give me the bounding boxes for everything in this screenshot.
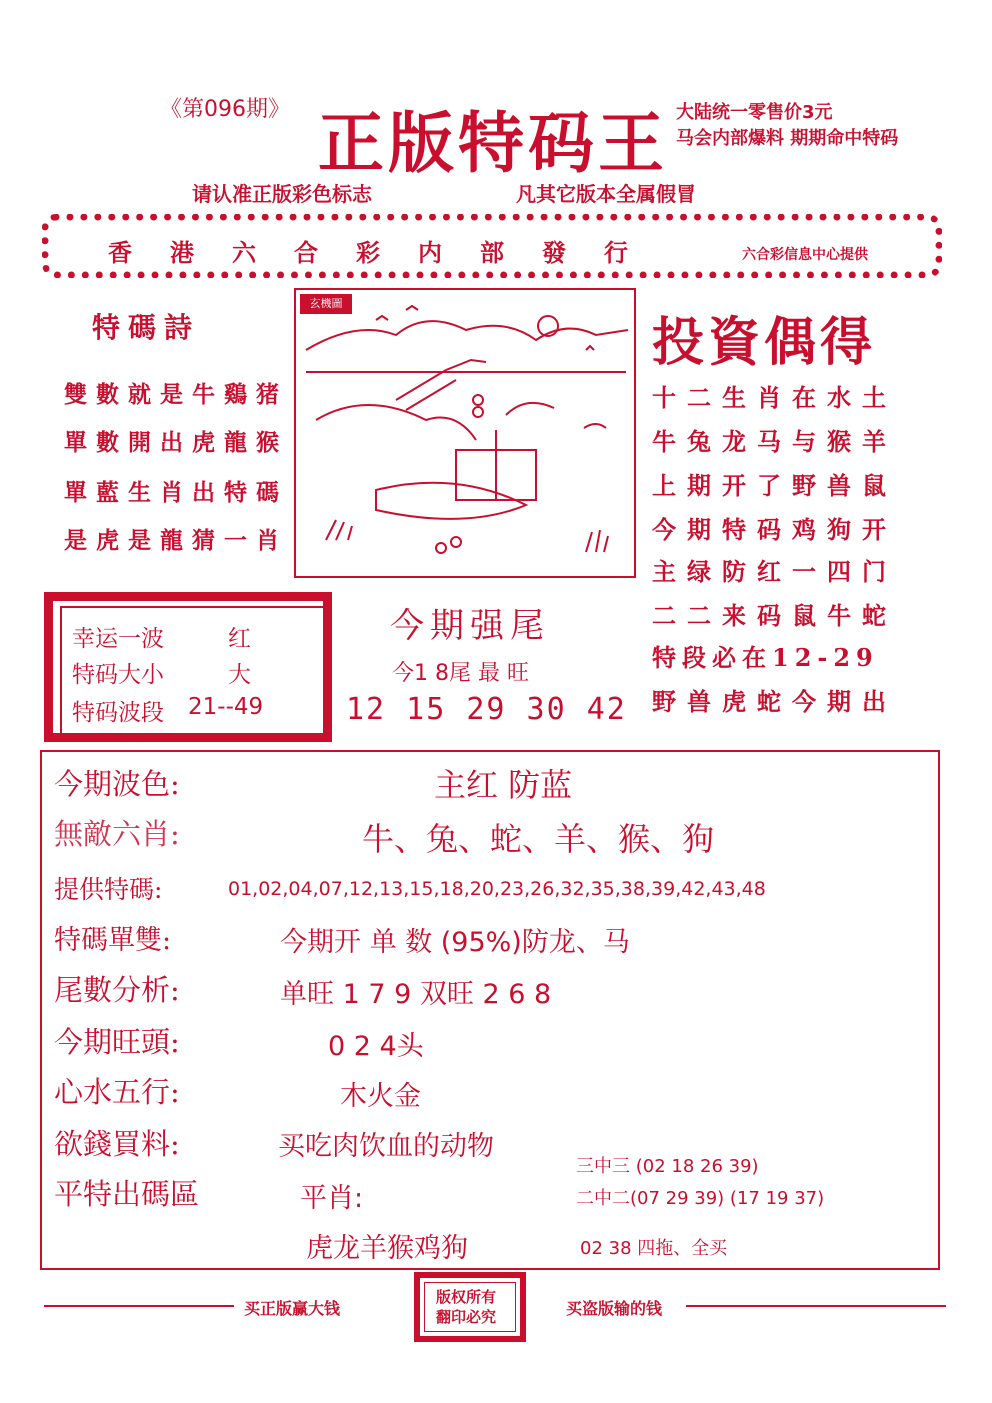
numbers-label: 提供特碼: — [54, 875, 163, 904]
publisher-text: 香港六合彩内部發行 — [108, 238, 666, 267]
odd-even-value: 今期开 单 数 (95%)防龙、马 — [280, 927, 630, 958]
issue-number: 《第096期》 — [160, 97, 290, 122]
head-label: 今期旺頭: — [54, 1025, 180, 1059]
tail-analysis-label: 尾數分析: — [54, 973, 180, 1007]
landscape-drawing — [296, 290, 634, 576]
flat-zone-label: 平特出碼區 — [54, 1177, 200, 1211]
combo-two: 二中二(07 29 39) (17 19 37) — [576, 1188, 825, 1209]
counterfeit-note: 凡其它版本全属假冒 — [516, 182, 696, 206]
size-label: 特码大小 — [72, 662, 164, 688]
info-center-text: 六合彩信息中心提供 — [742, 247, 868, 263]
invest-title: 投資偶得 — [652, 312, 877, 373]
verse-line: 特段必在12-29 — [652, 643, 879, 672]
footer-slogan-left: 买正版赢大钱 — [244, 1299, 341, 1318]
illustration — [294, 288, 636, 578]
page-title: 正版特码王 — [318, 104, 668, 182]
poem-line: 單數開出虎龍猴 — [64, 429, 288, 456]
wave-value: 主红 防蓝 — [434, 766, 573, 804]
price-note: 大陆统一零售价3元 — [676, 102, 833, 123]
verse-line: 牛兔龙马与猴羊 — [652, 427, 897, 456]
head-value: 0 2 4头 — [328, 1031, 424, 1062]
strong-tail-sub: 今1 8尾 最 旺 — [392, 661, 529, 686]
no-reprint-text: 翻印必究 — [436, 1308, 497, 1326]
buy-hint-value: 买吃肉饮血的动物 — [278, 1131, 494, 1162]
verse-line: 野兽虎蛇今期出 — [652, 687, 897, 716]
combo-drag: 02 38 四拖、全买 — [580, 1238, 728, 1259]
tagline: 马会内部爆料 期期命中特码 — [676, 128, 899, 149]
illustration-seal: 玄機圖 — [300, 294, 352, 314]
verse-line: 上期开了野兽鼠 — [652, 471, 897, 500]
six-zodiac-label: 無敵六肖: — [54, 817, 180, 851]
verse-line: 十二生肖在水土 — [652, 383, 897, 412]
buy-hint-label: 欲錢買料: — [54, 1127, 180, 1161]
verse-line: 今期特码鸡狗开 — [652, 515, 897, 544]
strong-tail-numbers: 12 15 29 30 42 — [346, 692, 627, 727]
strong-tail-title: 今期强尾 — [390, 606, 550, 646]
size-value: 大 — [228, 662, 251, 688]
flat-zodiac-value: 虎龙羊猴鸡狗 — [306, 1233, 468, 1264]
odd-even-label: 特碼單雙: — [54, 925, 172, 956]
poem-line: 單藍生肖出特碼 — [64, 479, 288, 506]
verse-line: 主绿防红一四门 — [652, 557, 897, 586]
five-elements-label: 心水五行: — [54, 1075, 180, 1109]
numbers-value: 01,02,04,07,12,13,15,18,20,23,26,32,35,38,39,42,43,48 — [228, 878, 766, 900]
verse-line: 二二来码鼠牛蛇 — [652, 601, 897, 630]
tail-analysis-value: 单旺 1 7 9 双旺 2 6 8 — [280, 979, 552, 1010]
combo-three: 三中三 (02 18 26 39) — [576, 1156, 759, 1177]
wave-label: 今期波色: — [54, 767, 180, 801]
poem-line: 雙數就是牛鷄猪 — [64, 381, 288, 408]
copyright-text: 版权所有 — [436, 1288, 497, 1306]
five-elements-value: 木火金 — [340, 1081, 421, 1112]
lucky-wave-value: 红 — [228, 626, 251, 652]
poem-title: 特碼詩 — [92, 311, 201, 344]
range-value: 21--49 — [188, 694, 264, 720]
footer-rule-right — [686, 1305, 946, 1307]
range-label: 特码波段 — [72, 700, 164, 726]
six-zodiac-value: 牛、兔、蛇、羊、猴、狗 — [362, 820, 715, 858]
flat-zodiac-label: 平肖: — [300, 1183, 364, 1214]
footer-slogan-right: 买盗版输的钱 — [566, 1299, 663, 1318]
poem-line: 是虎是龍猜一肖 — [64, 527, 288, 554]
authenticity-note: 请认准正版彩色标志 — [192, 182, 372, 206]
lucky-wave-label: 幸运一波 — [72, 626, 164, 652]
footer-rule-left — [44, 1305, 234, 1307]
